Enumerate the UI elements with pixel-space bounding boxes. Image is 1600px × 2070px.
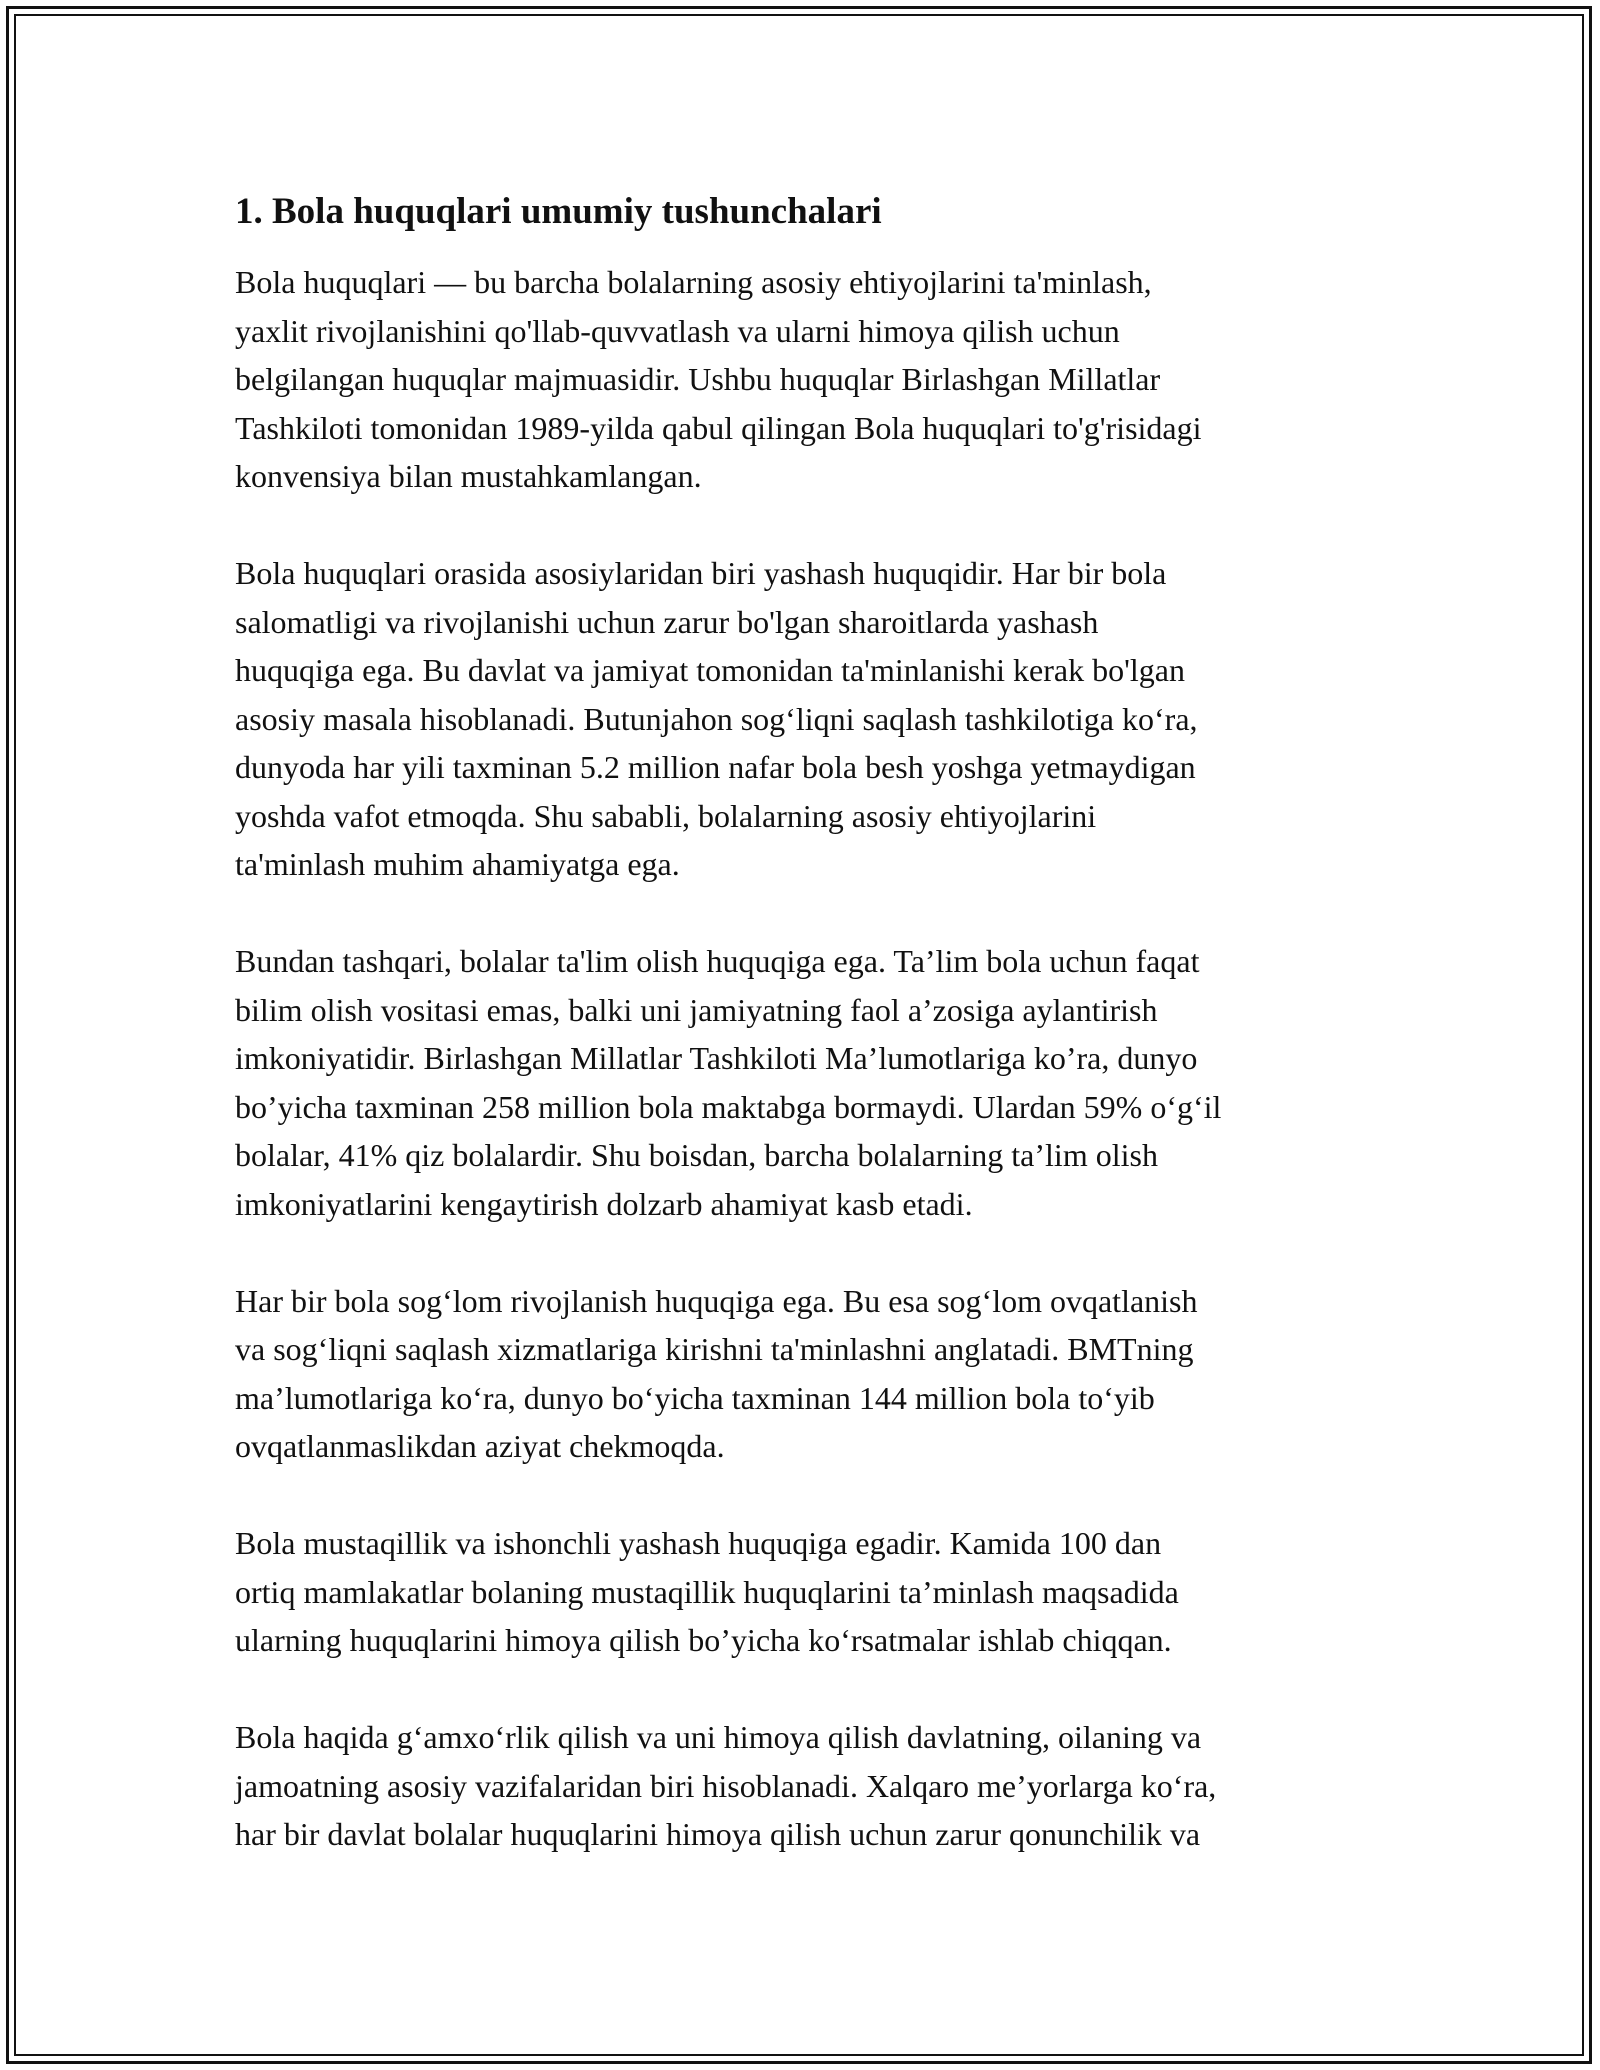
paragraph-line: Bundan tashqari, bolalar ta'lim olish huquqiga ega. Ta’lim bola uchun faqat <box>235 943 1200 979</box>
paragraph-line: konvensiya bilan mustahkamlangan. <box>235 458 702 494</box>
paragraph-line: belgilangan huquqlar majmuasidir. Ushbu huquqlar Birlashgan Millatlar <box>235 361 1161 397</box>
paragraph-line: Bola huquqlari — bu barcha bolalarning asosiy ehtiyojlarini ta'minlash, <box>235 264 1152 300</box>
document-body <box>235 188 1375 1907</box>
paragraph-line: ta'minlash muhim ahamiyatga ega. <box>235 846 680 882</box>
paragraph-line: har bir davlat bolalar huquqlarini himoya qilish uchun zarur qonunchilik va <box>235 1816 1201 1852</box>
section-heading: 1. Bola huquqlari umumiy tushunchalari <box>235 191 882 232</box>
paragraph-line: Tashkiloti tomonidan 1989-yilda qabul qilingan Bola huquqlari to'g'risidagi <box>235 409 1202 446</box>
paragraph-5 <box>235 1519 1375 1665</box>
paragraph-4 <box>235 1277 1375 1471</box>
paragraph-line: imkoniyatidir. Birlashgan Millatlar Tashkiloti Ma’lumotlariga ko’ra, dunyo <box>235 1040 1198 1076</box>
paragraph-line: jamoatning asosiy vazifalaridan biri hisoblanadi. Xalqaro me’yorlarga ko‘ra, <box>235 1767 1217 1804</box>
paragraph-line: salomatligi va rivojlanishi uchun zarur bo'lgan sharoitlarda yashash <box>235 603 1099 640</box>
paragraph-line: dunyoda har yili taxminan 5.2 million nafar bola besh yoshga yetmaydigan <box>235 749 1196 785</box>
paragraph-line: ularning huquqlarini himoya qilish bo’yicha ko‘rsatmalar ishlab chiqqan. <box>235 1622 1172 1658</box>
paragraph-line: Bola mustaqillik va ishonchli yashash huquqiga egadir. Kamida 100 dan <box>235 1525 1162 1561</box>
paragraph-line: asosiy masala hisoblanadi. Butunjahon sog‘liqni saqlash tashkilotiga ko‘ra, <box>235 700 1198 737</box>
paragraph-3 <box>235 937 1375 1228</box>
paragraph-1 <box>235 258 1375 501</box>
paragraph-line: bo’yicha taxminan 258 million bola maktabga bormaydi. Ulardan 59% o‘g‘il <box>235 1088 1222 1125</box>
paragraph-line: va sog‘liqni saqlash xizmatlariga kirishni ta'minlashni anglatadi. BMTning <box>235 1331 1194 1367</box>
paragraph-6 <box>235 1713 1375 1859</box>
paragraph-line: bolalar, 41% qiz bolalardir. Shu boisdan, barcha bolalarning ta’lim olish <box>235 1137 1158 1173</box>
paragraph-line: yaxlit rivojlanishini qo'llab-quvvatlash va ularni himoya qilish uchun <box>235 312 1120 349</box>
paragraph-line: ma’lumotlariga ko‘ra, dunyo bo‘yicha taxminan 144 million bola to‘yib <box>235 1379 1155 1416</box>
paragraph-line: huquqiga ega. Bu davlat va jamiyat tomonidan ta'minlanishi kerak bo'lgan <box>235 652 1185 688</box>
paragraph-line: bilim olish vositasi emas, balki uni jamiyatning faol a’zosiga aylantirish <box>235 991 1158 1028</box>
paragraph-2 <box>235 549 1375 889</box>
paragraph-line: imkoniyatlarini kengaytirish dolzarb ahamiyat kasb etadi. <box>235 1185 973 1222</box>
paragraph-line: Bola haqida g‘amxo‘rlik qilish va uni himoya qilish davlatning, oilaning va <box>235 1719 1202 1755</box>
paragraph-line: Bola huquqlari orasida asosiylaridan biri yashash huquqidir. Har bir bola <box>235 555 1167 591</box>
paragraph-line: ovqatlanmaslikdan aziyat chekmoqda. <box>235 1428 725 1464</box>
paragraph-line: Har bir bola sog‘lom rivojlanish huquqiga ega. Bu esa sog‘lom ovqatlanish <box>235 1282 1198 1319</box>
paragraph-line: yoshda vafot etmoqda. Shu sababli, bolalarning asosiy ehtiyojlarini <box>235 797 1097 834</box>
paragraph-line: ortiq mamlakatlar bolaning mustaqillik huquqlarini ta’minlash maqsadida <box>235 1573 1179 1610</box>
paragraph-list <box>235 258 1375 1859</box>
